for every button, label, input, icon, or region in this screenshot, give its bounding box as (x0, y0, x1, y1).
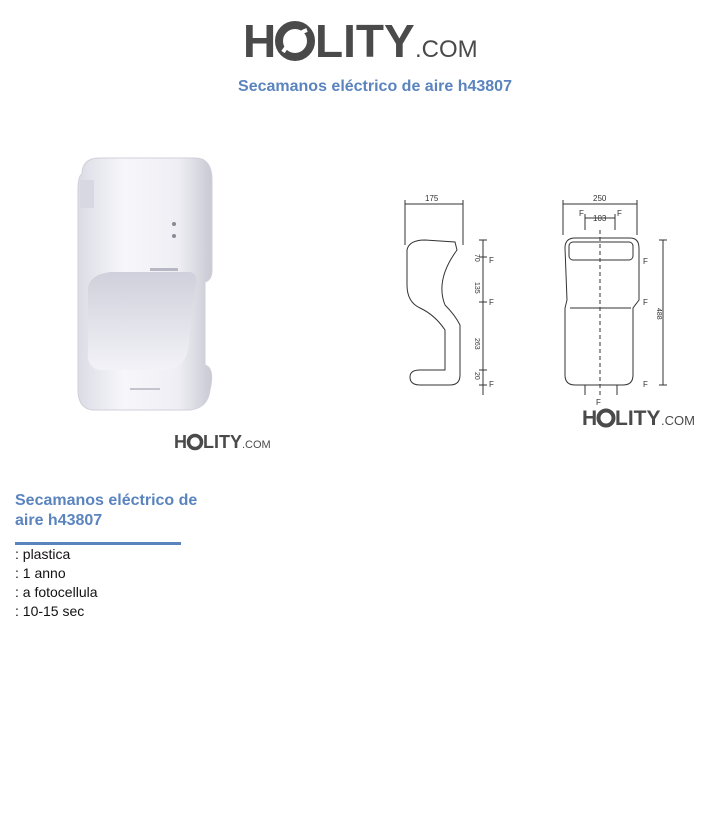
holity-logo-mark (243, 12, 483, 68)
dim-side-width: 175 (425, 194, 439, 203)
drawing-logo-letters: LITY (615, 407, 661, 430)
photo-logo-suffix: .COM (242, 439, 271, 451)
dim-front-inner: 103 (593, 214, 607, 223)
flag-side-3: F (489, 380, 494, 389)
dim-side-h4: 20 (473, 372, 480, 380)
flag-side-2: F (489, 298, 494, 307)
drawing-logo (582, 404, 702, 432)
logo-suffix: .COM (415, 36, 478, 63)
flag-front-1: F (579, 209, 584, 218)
flag-front-4: F (643, 298, 648, 307)
flag-front-6: F (596, 398, 601, 407)
side-view (405, 194, 494, 395)
dim-front-height: 488 (655, 308, 662, 320)
spec-item-sensor: : a fotocellula (15, 584, 98, 600)
flag-front-5: F (643, 380, 648, 389)
flag-front-3: F (643, 257, 648, 266)
logo-letter-h: H (243, 15, 277, 67)
spec-item-drying-time: : 10-15 sec (15, 603, 85, 619)
sidebar-title: Secamanos eléctrico de aire h43807 (15, 492, 198, 529)
photo-logo-letters: LITY (203, 432, 242, 452)
drawing-logo-h: H (582, 407, 598, 430)
photo-logo (174, 430, 274, 454)
page-title: Secamanos eléctrico de aire h43807 (238, 78, 512, 95)
flag-front-2: F (617, 209, 622, 218)
drawing-logo-suffix: .COM (661, 413, 695, 428)
dim-side-h1: 70 (473, 254, 480, 262)
spec-list (15, 545, 98, 621)
dim-side-h2: 135 (473, 282, 480, 294)
dim-side-h3: 263 (473, 338, 480, 350)
front-view (563, 194, 667, 407)
flag-side-1: F (489, 256, 494, 265)
product-photo (70, 150, 220, 420)
technical-drawing (395, 190, 705, 440)
spec-item-material: : plastica (15, 546, 71, 562)
dim-front-width: 250 (593, 194, 607, 203)
header-logo[interactable] (243, 12, 483, 68)
photo-logo-h: H (174, 432, 187, 452)
spec-item-warranty: : 1 anno (15, 565, 66, 581)
logo-letters: LITY (315, 15, 415, 67)
